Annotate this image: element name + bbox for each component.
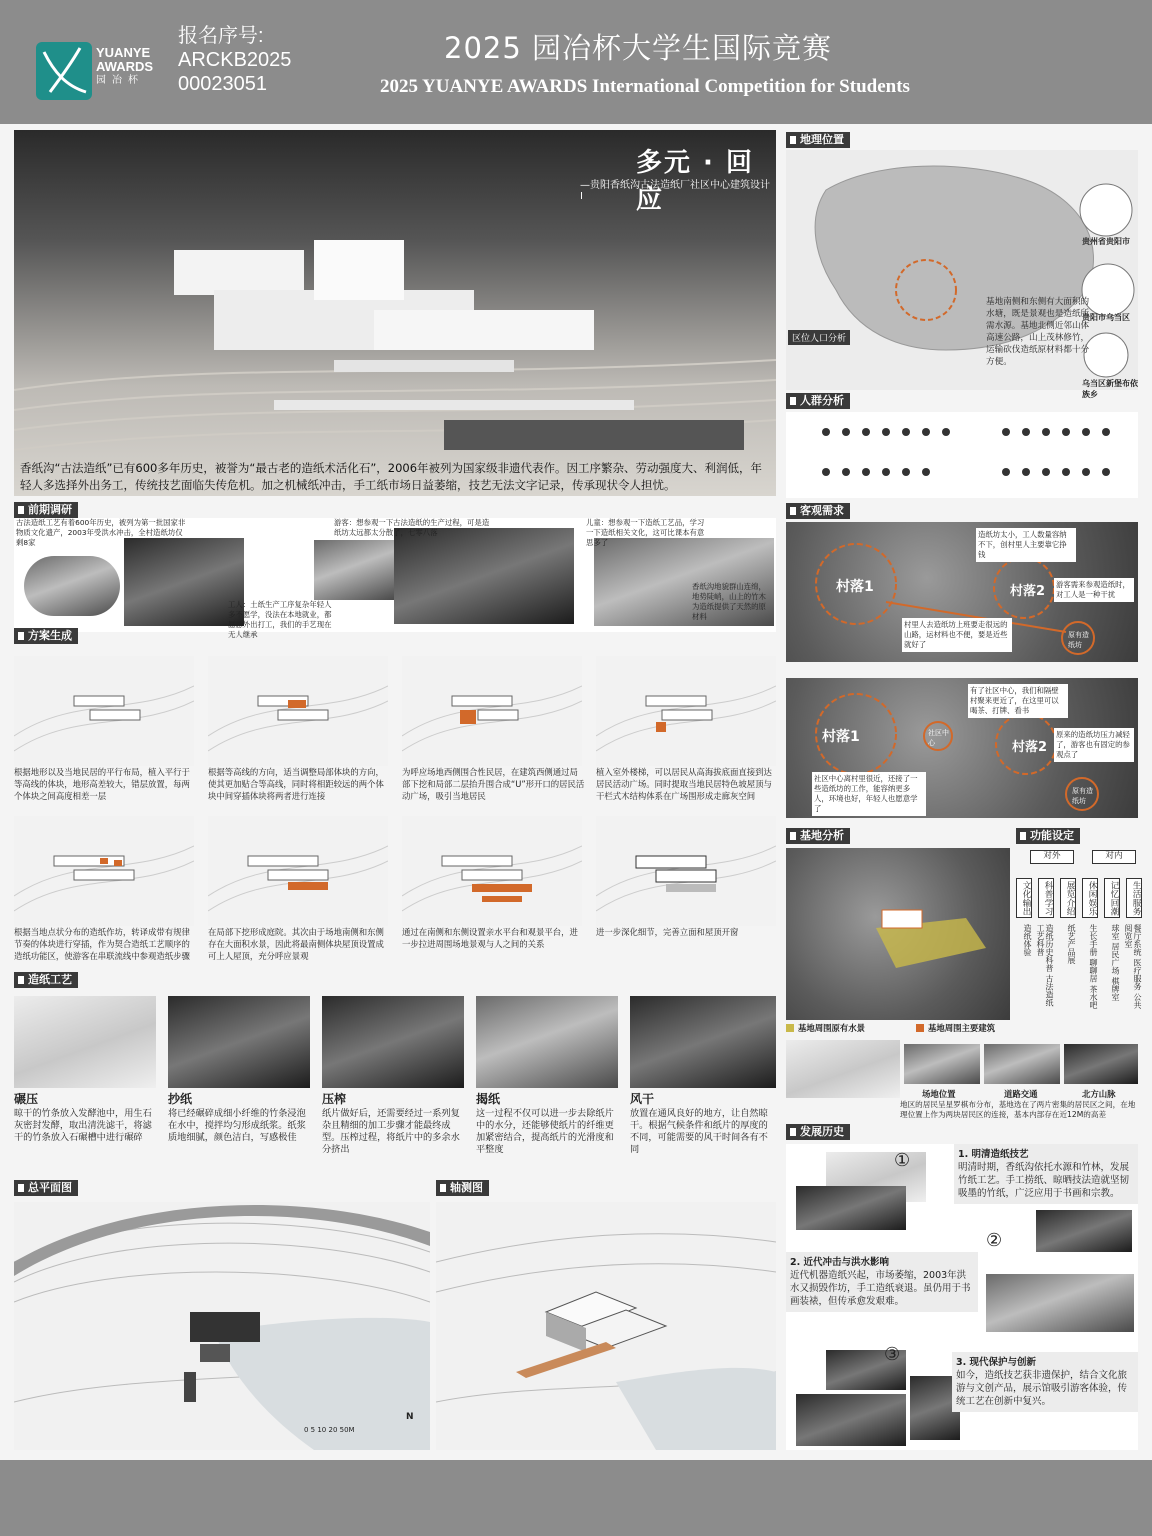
hero-title: 多元 · 回应 (636, 148, 754, 215)
function-sub-2: 造纸历史科普 古法造纸工艺科普 (1036, 924, 1054, 1007)
function-col-3: 展览介绍 (1060, 878, 1076, 918)
site-note: 地区的居民呈星罗棋布分布，基地选在了两片密集的居民区之间，在地理位置上作为两块居民区的连接，基本内部存在近12M的高差 (900, 1100, 1136, 1119)
craft-photo-3 (322, 996, 464, 1088)
craft-title-2: 抄纸 (168, 1092, 193, 1106)
function-external: 对外 (1030, 850, 1074, 864)
scheme-step-1-diagram (14, 656, 194, 766)
function-internal: 对内 (1092, 850, 1136, 864)
population-label: 区位人口分析 (788, 330, 850, 345)
scheme-step-7-text: 通过在南侧和东侧设置亲水平台和观景平台，进一步拉进周围场地景观与人之间的关系 (402, 927, 578, 949)
function-col-1: 文化输出 (1016, 878, 1032, 918)
section-site: 基地分析 (786, 828, 850, 844)
scheme-step-3-diagram (402, 656, 582, 766)
survey-worker-photo (124, 538, 244, 626)
pool-label-b: 原有造纸坊 (1072, 787, 1093, 805)
scheme-step-6-text: 在局部下挖形成庭院。其次由于场地南侧和东侧存在大面积水景，因此将最南侧体块屋顶设置成可上人屋顶，充分呼应景观 (208, 927, 384, 961)
village-2-label-b: 村落2 (1012, 740, 1048, 755)
hero-intro: 香纸沟“古法造纸”已有600多年历史，被誉为“最古老的造纸术活化石”，2006年被列为国家级非遗代表作。因工序繁杂、劳动强度大、利润低，年轻人多选择外出务工，传统技艺面临失传危机。加之机械纸冲击，手工纸市场日益萎缩，技艺无法文字记录，传承现状令人担忧。 (20, 461, 763, 492)
section-history: 发展历史 (786, 1124, 850, 1140)
geo-note: 基地南侧和东侧有大面积的水塘，既是景观也是造纸所需水源。基地北侧近邻山体高速公路，山上茂林修竹，运输砍伐造纸原材料都十分方便。 (986, 297, 1090, 367)
objective-map-1 (786, 522, 1138, 662)
scheme-step-6-diagram (208, 816, 388, 926)
survey-building-photo (314, 540, 394, 600)
site-position-photo (904, 1044, 980, 1084)
logo-cn: 园冶杯 (96, 75, 144, 86)
objective-note-3: 村里人去造纸坊上班要走很远的山路，运材料也不便，要是近些就好了 (902, 618, 1012, 652)
history-item-2: 2. 近代冲击与洪水影响 近代机器造纸兴起，市场萎缩，2003年洪水又损毁作坊，手工造纸衰退。虽仍用于书画装裱，但传承愈发艰难。 (786, 1252, 978, 1312)
crowd-icons (786, 412, 1138, 498)
scheme-step-3-text: 为呼应场地西侧围合性民居，在建筑西侧通过局部下挖和局部二层抬升围合成“U”形开口的居民活动广场，吸引当地居民 (402, 767, 585, 801)
craft-text-3: 纸片做好后，还需要经过一系列复杂且精细的加工步骤才能最终成型。压榨过程，将纸片中的多余水分挤出 (322, 1108, 460, 1155)
village-2-label: 村落2 (1010, 584, 1046, 599)
geo-map-panel (786, 150, 1138, 399)
scheme-step-5-text: 根据当地点状分布的造纸作坊，转译成带有规律节奏的体块进行穿插，作为契合造纸工艺顺序的造纸功能区，使游客在串联流线中参观造纸步骤 (14, 927, 190, 961)
objective-map-2 (786, 678, 1138, 818)
survey-note-4: 工人：土纸生产工序复杂年轻人多不愿学，没法在本地就业，都愿意外出打工，我们的手艺现在无人继承 (228, 600, 332, 639)
history-photo-2a (1036, 1210, 1132, 1252)
site-contour-map (786, 1040, 900, 1098)
label-guiyang: 贵州省贵阳市 (1082, 237, 1130, 246)
craft-text-2: 将已经碾碎成细小纤维的竹条浸泡在水中，搅拌均匀形成纸浆。纸浆质地细腻，颜色洁白，写感极佳 (168, 1108, 306, 1143)
function-sub-3: 纸艺产品展 (1067, 924, 1076, 964)
label-xinbao: 乌当区新堡布依族乡 (1082, 379, 1138, 399)
function-sub-5: 球室 居民广场 棋牌室 (1111, 924, 1120, 1002)
legend-water-swatch (786, 1024, 794, 1032)
section-plan: 总平面图 (14, 1180, 78, 1196)
craft-title-1: 碾压 (14, 1092, 39, 1106)
objective-note-4: 有了社区中心，我们和隔壁村聚来更近了，在这里可以喝茶、打牌、看书 (968, 684, 1068, 718)
scheme-step-5-diagram (14, 816, 194, 926)
section-survey: 前期调研 (14, 502, 78, 518)
registration-number: 报名序号: ARCKB2025 00023051 (178, 25, 292, 95)
scheme-step-7-diagram (402, 816, 582, 926)
title-chinese: 2025 园冶杯大学生国际竞赛 (444, 31, 833, 65)
site-mountain-photo (1064, 1044, 1138, 1084)
craft-title-5: 风干 (630, 1092, 655, 1106)
craft-title-3: 压榨 (322, 1092, 347, 1106)
function-col-2: 科普学习 (1038, 878, 1054, 918)
objective-note-6: 原来的造纸坊压力减轻了，游客也有固定的参观点了 (1054, 728, 1134, 762)
hub-label: 社区中心 (928, 729, 949, 747)
footer-bar (0, 1460, 1152, 1536)
function-sub-1: 造纸体验 (1023, 924, 1032, 956)
logo-line1: YUANYE (96, 45, 151, 60)
function-sub-6: 餐厅系统 医疗服务 公共阅览室 (1124, 924, 1142, 1010)
site-aerial-photo (786, 848, 1010, 1020)
craft-text-5: 放置在通风良好的地方，让自然晾干。根据气候条件和纸片的厚度的不同，可能需要的风干时间各有不同 (630, 1108, 768, 1155)
survey-wood-house-photo (394, 528, 574, 624)
scheme-step-4-diagram (596, 656, 776, 766)
history-num-3: ③ (884, 1344, 901, 1365)
objective-note-2: 游客需来参观造纸时，对工人是一种干扰 (1054, 578, 1134, 602)
history-photo-3b (796, 1394, 906, 1446)
history-photo-1b (796, 1186, 906, 1230)
legend-buildings: 基地周围主要建筑 (928, 1023, 995, 1033)
craft-photo-1 (14, 996, 156, 1088)
craft-photo-2 (168, 996, 310, 1088)
craft-title-4: 揭纸 (476, 1092, 501, 1106)
hero-model-photo (14, 130, 776, 496)
section-craft: 造纸工艺 (14, 972, 78, 988)
scheme-step-8-text: 进一步深化细节，完善立面和屋顶开窗 (596, 927, 739, 937)
label-wudang: 贵阳市乌当区 (1082, 313, 1130, 322)
site-plan-drawing (14, 1202, 430, 1450)
history-photo-2b (986, 1274, 1134, 1332)
scheme-step-2-text: 根据等高线的方向，适当调整局部体块的方向，使其更加贴合等高线，同时将相距较远的两个体块中间穿插体块将两者进行连接 (208, 767, 384, 801)
village-1-label-b: 村落1 (822, 729, 860, 745)
pool-label: 原有造纸坊 (1068, 631, 1089, 649)
section-crowd: 人群分析 (786, 393, 850, 409)
history-num-1: ① (894, 1150, 911, 1171)
site-sub2: 道路交通 (1004, 1089, 1038, 1099)
function-sub-4: 生长手册 聊聊居 茶水吧 (1089, 924, 1098, 1010)
function-col-5: 记忆回潮 (1104, 878, 1120, 918)
section-objective: 客观需求 (786, 503, 850, 519)
survey-note-5: 香纸沟地貌群山连绵，地势陡峭，山上的竹木为造纸提供了天然的原材料 (692, 582, 766, 621)
objective-note-5: 社区中心离村里很近，还接了一些造纸坊的工作，能容纳更多人，环境也好，年轻人也愿意学了 (812, 772, 926, 816)
header-bar (0, 0, 1152, 124)
north-arrow-icon: N (406, 1412, 414, 1422)
hero-subtitle: —贵阳香纸沟古法造纸厂社区中心建筑设计 I (580, 180, 770, 202)
section-scheme: 方案生成 (14, 628, 78, 644)
history-item-1: 1. 明清造纸技艺 明清时期，香纸沟依托水源和竹林，发展竹纸工艺。手工捞纸、晾晒技法造就坚韧吸墨的竹纸，广泛应用于书画和宗教。 (954, 1144, 1138, 1204)
legend-building-swatch (916, 1024, 924, 1032)
scheme-step-8-diagram (596, 816, 776, 926)
axonometric-drawing (436, 1202, 776, 1450)
craft-text-4: 这一过程不仅可以进一步去除纸片中的水分，还能够使纸片的纤维更加紧密结合，提高纸片的光滑度和平整度 (476, 1108, 614, 1155)
function-col-6: 生活服务 (1126, 878, 1142, 918)
objective-note-1: 造纸坊太小，工人数量容纳不下，创村里人主要靠它挣钱 (976, 528, 1076, 562)
section-geo: 地理位置 (786, 132, 850, 148)
craft-text-1: 晾干的竹条放入发酵池中，用生石灰密封发酵，取出清洗滤干，将滤干的竹条放入石碾槽中进行碾碎 (14, 1108, 152, 1143)
history-item-3: 3. 现代保护与创新 如今，造纸技艺获非遗保护，结合文化旅游与文创产品，展示馆吸引游客体验，传统工艺在创新中复兴。 (952, 1352, 1138, 1412)
scheme-step-1-text: 根据地形以及当地民居的平行布局，植入平行于等高线的体块，地形高差较大，错层放置，每两个体块之间高度相差一层 (14, 767, 190, 801)
craft-photo-4 (476, 996, 618, 1088)
survey-note-3: 儿童：想参观一下造纸工艺品，学习一下造纸相关文化，这可比课本有意思多了 (586, 518, 705, 547)
survey-note-2: 游客：想参观一下古法造纸的生产过程，可是造纸坊太远都太分散了，七零八落 (334, 518, 490, 537)
scale-bar: 0 5 10 20 50M (304, 1426, 355, 1434)
legend-water: 基地周围原有水景 (798, 1023, 865, 1033)
site-road-photo (984, 1044, 1060, 1084)
scheme-step-4-text: 植入室外楼梯，可以居民从高海拔底面直接到达居民活动广场。同时提取当地民居特色坡屋顶与干栏式木结构体系在广场围形成走廊灰空间 (596, 767, 772, 801)
survey-stone-photo (24, 556, 120, 616)
survey-note-1: 古法造纸工艺有着600年历史，被列为第一批国家非物质文化遗产，2003年受洪水冲击，全村造纸坊仅剩8家 (16, 518, 186, 547)
logo-line2: AWARDS (96, 59, 154, 74)
history-panel (786, 1144, 1138, 1450)
title-english: 2025 YUANYE AWARDS International Competition for Students (380, 76, 910, 97)
site-sub1: 场地位置 (922, 1089, 956, 1099)
function-col-4: 休闲娱乐 (1082, 878, 1098, 918)
scheme-step-2-diagram (208, 656, 388, 766)
crowd-analysis-panel (786, 412, 1138, 498)
craft-photo-5 (630, 996, 776, 1088)
section-function: 功能设定 (1016, 828, 1080, 844)
yuanye-logo (36, 42, 160, 100)
section-axon: 轴测图 (436, 1180, 489, 1196)
site-sub3: 北方山脉 (1082, 1089, 1116, 1099)
logo-mark-icon (36, 42, 92, 100)
village-1-label: 村落1 (836, 579, 874, 595)
history-num-2: ② (986, 1230, 1003, 1251)
